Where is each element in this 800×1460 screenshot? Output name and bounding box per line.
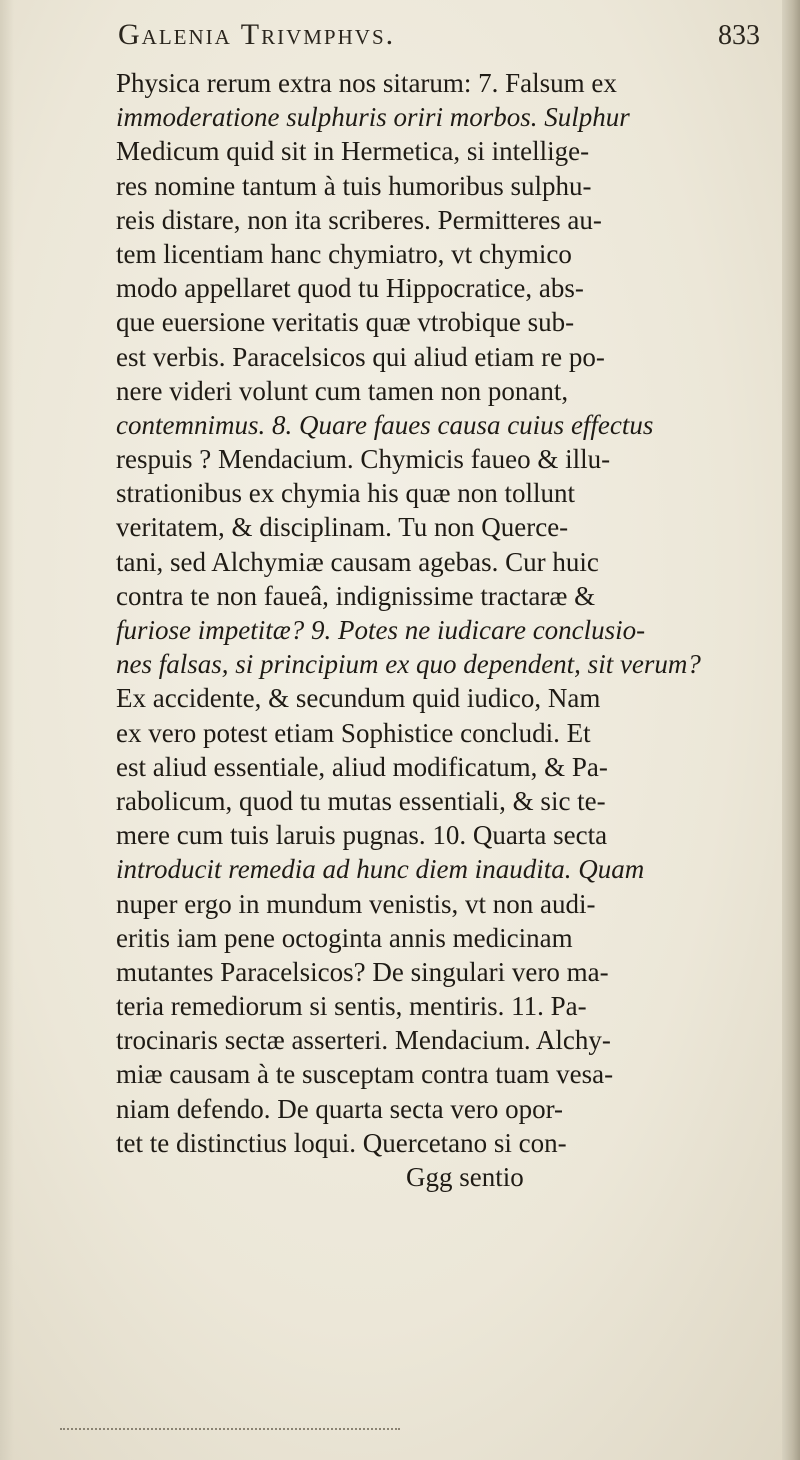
- text-line: que euersione veritatis quæ vtrobique sub-: [116, 307, 575, 338]
- text-line: res nomine tantum à tuis humoribus sulphu-: [116, 170, 592, 201]
- page-header: [118, 18, 768, 64]
- page-number: 833: [718, 20, 760, 51]
- text-line: teria remediorum si sentis, mentiris. 11. Pa-: [116, 991, 587, 1022]
- text-line: respuis ? Mendacium. Chymicis faueo & illu-: [116, 444, 611, 475]
- text-line: Ex accidente, & secundum quid iudico, Nam: [116, 683, 601, 714]
- text-line: veritatem, & disciplinam. Tu non Querce-: [116, 512, 569, 543]
- page-left-edge: [0, 0, 14, 1460]
- text-line: est verbis. Paracelsicos qui aliud etiam re po-: [116, 341, 605, 372]
- text-line: immoderatione sulphuris oriri morbos. Sulphur: [116, 102, 630, 133]
- text-line: Medicum quid sit in Hermetica, si intellige-: [116, 136, 590, 167]
- text-line: strationibus ex chymia his quæ non tollunt: [116, 478, 575, 509]
- text-line: est aliud essentiale, aliud modificatum, & Pa-: [116, 751, 608, 782]
- text-line: modo appellaret quod tu Hippocratice, abs-: [116, 273, 584, 304]
- text-line: eritis iam pene octoginta annis medicinam: [116, 922, 573, 953]
- text-line: miæ causam à te susceptam contra tuam vesa-: [116, 1059, 614, 1090]
- text-line: tani, sed Alchymiæ causam agebas. Cur huic: [116, 546, 599, 577]
- page-gutter-shadow: [782, 0, 800, 1460]
- bottom-print-mark: [60, 1428, 400, 1434]
- text-line: niam defendo. De quarta secta vero opor-: [116, 1093, 564, 1124]
- text-line: tem licentiam hanc chymiatro, vt chymico: [116, 238, 572, 269]
- text-line: rabolicum, quod tu mutas essentiali, & sic te-: [116, 785, 606, 816]
- text-line: nuper ergo in mundum venistis, vt non audi-: [116, 888, 596, 919]
- text-line: mere cum tuis laruis pugnas. 10. Quarta secta: [116, 820, 608, 851]
- text-line: Physica rerum extra nos sitarum: 7. Falsum ex: [116, 68, 617, 98]
- text-line: ex vero potest etiam Sophistice concludi. Et: [116, 717, 591, 748]
- text-line: nere videri volunt cum tamen non ponant,: [116, 375, 569, 406]
- text-line: tet te distinctius loqui. Quercetano si con-: [116, 1127, 567, 1158]
- text-line: furiose impetitæ? 9. Potes ne iudicare conclusio-: [116, 615, 646, 645]
- text-line: contra te non faueâ, indignissime tractaræ &: [116, 580, 596, 611]
- text-line: mutantes Paracelsicos? De singulari vero ma-: [116, 956, 609, 987]
- text-line: trocinaris sectæ asserteri. Mendacium. Alchy-: [116, 1025, 611, 1056]
- text-line: nes falsas, si principium ex quo dependent, sit verum?: [116, 649, 701, 680]
- text-line: reis distare, non ita scriberes. Permitteres au-: [116, 204, 602, 235]
- running-title: Galenia Trivmphvs.: [118, 18, 396, 51]
- text-line: contemnimus. 8. Quare faues causa cuius effectus: [116, 409, 654, 440]
- body-text: [116, 66, 772, 1194]
- text-line: introducit remedia ad hunc diem inaudita. Quam: [116, 854, 645, 885]
- catchword-line: Ggg sentio: [406, 1162, 524, 1192]
